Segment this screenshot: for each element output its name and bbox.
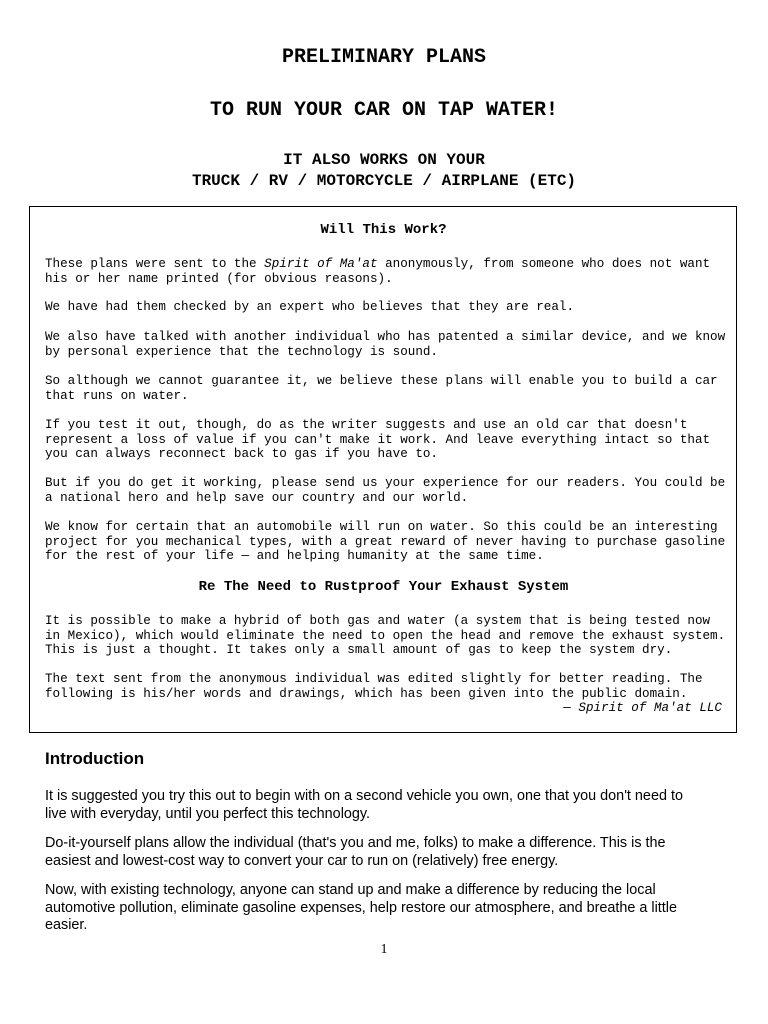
box-paragraph-2 <box>45 300 722 315</box>
box-paragraph-5 <box>45 418 722 462</box>
box-paragraph-8 <box>45 614 726 658</box>
box-paragraph-7 <box>45 520 726 564</box>
box-paragraph-8-line-1: It is possible to make a hybrid of both gas and water (a system that is being tested now <box>45 614 711 628</box>
box-paragraph-4-line-1: So although we cannot guarantee it, we believe these plans will enable you to build a car <box>45 374 718 388</box>
box-p1-emphasis: Spirit of Ma'at <box>264 257 378 271</box>
intro-paragraph-3 <box>45 882 735 935</box>
box-paragraph-7-line-3: for the rest of your life — and helping humanity at the same time. <box>45 549 544 563</box>
box-paragraph-6 <box>45 476 726 505</box>
box-paragraph-1 <box>45 257 722 286</box>
box-paragraph-5-line-2: represent a loss of value if you can't make it work. And leave everything intact so that <box>45 432 711 447</box>
intro-paragraph-1-line-2: live with everyday, until you perfect this technology. <box>45 805 371 822</box>
box-paragraph-9-line-2: following is his/her words and drawings, which has been given into the public domain. <box>45 686 688 701</box>
title-line-2: TO RUN YOUR CAR ON TAP WATER! <box>209 99 559 122</box>
box-paragraph-1-line-2: his or her name printed (for obvious reasons). <box>45 271 393 286</box>
box-paragraph-6-line-1: But if you do get it working, please send us your experience for our readers. You could be <box>45 476 726 490</box>
subtitle-line-2: TRUCK / RV / MOTORCYCLE / AIRPLANE (ETC) <box>191 172 577 190</box>
box-paragraph-5-line-3: you can always reconnect back to gas if you have to. <box>45 447 438 461</box>
intro-paragraph-3-line-2: automotive pollution, eliminate gasoline expenses, help restore our atmosphere, and breathe a little <box>45 899 677 916</box>
box-paragraph-4-line-2: that runs on water. <box>45 388 189 403</box>
intro-paragraph-3-line-3: easier. <box>45 917 88 933</box>
intro-paragraph-2-line-1: Do-it-yourself plans allow the individual (that's you and me, folks) to make a difference. This is the <box>45 835 666 851</box>
box-paragraph-9 <box>45 672 722 716</box>
box-signature: — Spirit of Ma'at LLC <box>563 701 722 715</box>
intro-paragraph-3-line-1: Now, with existing technology, anyone can stand up and make a difference by reducing the local <box>45 882 656 898</box>
page-number: 1 <box>380 942 388 957</box>
box-p1-text-a: These plans were sent to the <box>45 257 265 271</box>
editorial-note-box <box>29 206 737 733</box>
box-paragraph-4 <box>45 374 722 403</box>
box-paragraph-8-line-3: This is just a thought. It takes only a small amount of gas to keep the system dry. <box>45 643 673 657</box>
box-paragraph-2-line-1: We have had them checked by an expert who believes that they are real. <box>45 300 575 314</box>
box-paragraph-9-line-1: The text sent from the anonymous individual was edited slightly for better reading. The <box>45 672 703 686</box>
subtitle-line-1: IT ALSO WORKS ON YOUR <box>283 151 485 169</box>
box-paragraph-3 <box>45 330 726 359</box>
intro-paragraph-2-line-2: easiest and lowest-cost way to convert your car to run on (relatively) free energy. <box>45 852 559 869</box>
box-paragraph-7-line-2: project for you mechanical types, with a great reward of never having to purchase gasoline <box>45 534 726 549</box>
title-line-1: PRELIMINARY PLANS <box>281 46 487 69</box>
box-paragraph-7-line-1: We know for certain that an automobile will run on water. So this could be an interesting <box>45 520 718 534</box>
intro-paragraph-2 <box>45 835 735 870</box>
intro-paragraph-1-line-1: It is suggested you try this out to begin with on a second vehicle you own, one that you don't need to <box>45 788 683 804</box>
box-paragraph-8-line-2: in Mexico), which would eliminate the need to open the head and remove the exhaust system. <box>45 628 726 643</box>
box-paragraph-3-line-2: by personal experience that the technology is sound. <box>45 344 438 359</box>
box-paragraph-1-line-1 <box>45 257 722 272</box>
box-heading-will-this-work: Will This Work? <box>320 222 447 238</box>
box-heading-rustproof: Re The Need to Rustproof Your Exhaust System <box>198 579 569 595</box>
box-paragraph-3-line-1: We also have talked with another individual who has patented a similar device, and we know <box>45 330 726 344</box>
box-paragraph-5-line-1: If you test it out, though, do as the writer suggests and use an old car that doesn't <box>45 418 688 432</box>
intro-paragraph-1 <box>45 788 735 823</box>
introduction-heading: Introduction <box>45 749 145 768</box>
box-p1-text-b: anonymously, from someone who does not want <box>377 257 711 271</box>
box-paragraph-6-line-2: a national hero and help save our country and our world. <box>45 490 469 505</box>
